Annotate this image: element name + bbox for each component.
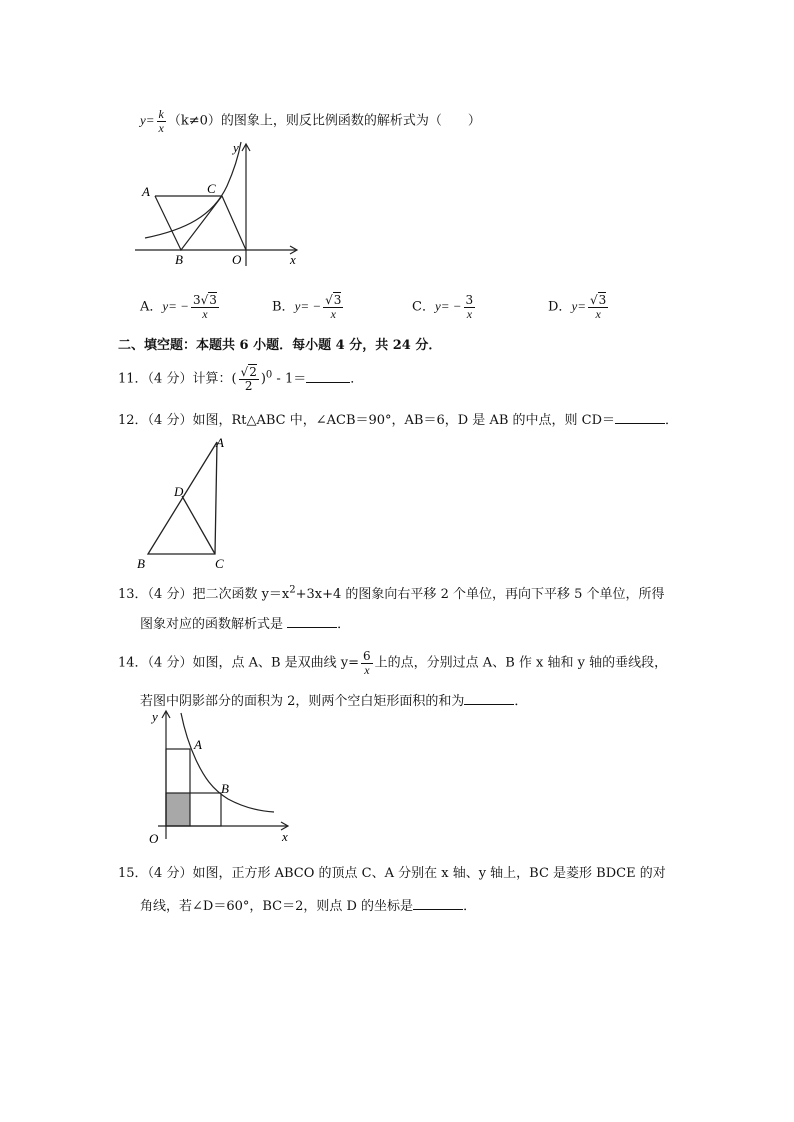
- q10-label-B: B: [175, 252, 183, 267]
- q14-figure: [138, 705, 298, 845]
- q14-label-A: A: [194, 737, 202, 752]
- q13-line2: 图象对应的函数解析式是 ．: [140, 617, 351, 632]
- q10-label-C: C: [207, 181, 216, 196]
- q12-answer-blank[interactable]: [615, 411, 665, 424]
- q14-line1: 14．（4 分）如图，点 A、B 是双曲线 y= $\frac{6}{x}$ 上的点，分别过点 A、B 作 x 轴和 y 轴的垂线段，: [118, 649, 668, 677]
- q10-fraction: $\frac{k}{x}$: [158, 107, 164, 135]
- q12-figure: [133, 432, 243, 572]
- q10-label-A: A: [142, 184, 150, 199]
- q15-line2: 角线，若∠D＝60°，BC＝2，则点 D 的坐标是 ．: [140, 899, 477, 914]
- q10-intro: y= $\frac{k}{x}$ （k≠0）的图象上，则反比例函数的解析式为（ ）: [140, 107, 481, 135]
- q10-figure: [135, 138, 310, 268]
- q13-line1: 13．（4 分）把二次函数 $y=x^2+3x+4$ 的图象向右平移 2 个单位，再向下平移 5 个单位，所得: [118, 584, 665, 602]
- q14-label-y: y: [152, 709, 158, 724]
- q12: 12．（4 分）如图，Rt△ABC 中，∠ACB＝90°，AB＝6，D 是 AB 的中点，则 CD＝ ．: [118, 413, 679, 428]
- q15-answer-blank[interactable]: [413, 897, 463, 910]
- q12-label-A: A: [216, 435, 224, 450]
- section-2-title: 二、填空题：本题共 6 小题．每小题 4 分，共 24 分．: [118, 338, 442, 353]
- q10-label-O: O: [232, 252, 242, 267]
- q12-label-B: B: [137, 556, 145, 571]
- q12-label-C: C: [215, 556, 224, 571]
- q14-label-x: x: [282, 829, 288, 844]
- q13-answer-blank[interactable]: [287, 615, 337, 628]
- q14-answer-blank[interactable]: [464, 692, 514, 705]
- q11: 11．（4 分）计算：( $\frac{√2}{2}$ )$^0$ - 1＝ ．: [118, 365, 364, 393]
- q14-label-B: B: [221, 781, 229, 796]
- q10-label-y: y: [233, 140, 239, 155]
- q14-label-O: O: [149, 831, 159, 845]
- q10-label-x: x: [290, 252, 296, 267]
- q12-label-D: D: [174, 484, 184, 499]
- q10-option-d: D．y= $\frac{√3}{x}$: [548, 293, 607, 321]
- q11-answer-blank[interactable]: [306, 370, 350, 383]
- q15-line1: 15．（4 分）如图，正方形 ABCO 的顶点 C、A 分别在 x 轴、y 轴上，BC 是菱形 BDCE 的对: [118, 866, 666, 881]
- q10-option-c: C．y= − $\frac{3}{x}$: [412, 293, 474, 321]
- q10-option-a: A．y= − $\frac{3√3}{x}$: [140, 293, 217, 321]
- q14-line2: 若图中阴影部分的面积为 2，则两个空白矩形面积的和为 ．: [140, 694, 528, 709]
- q10-option-b: B．y= − $\frac{√3}{x}$: [272, 293, 342, 321]
